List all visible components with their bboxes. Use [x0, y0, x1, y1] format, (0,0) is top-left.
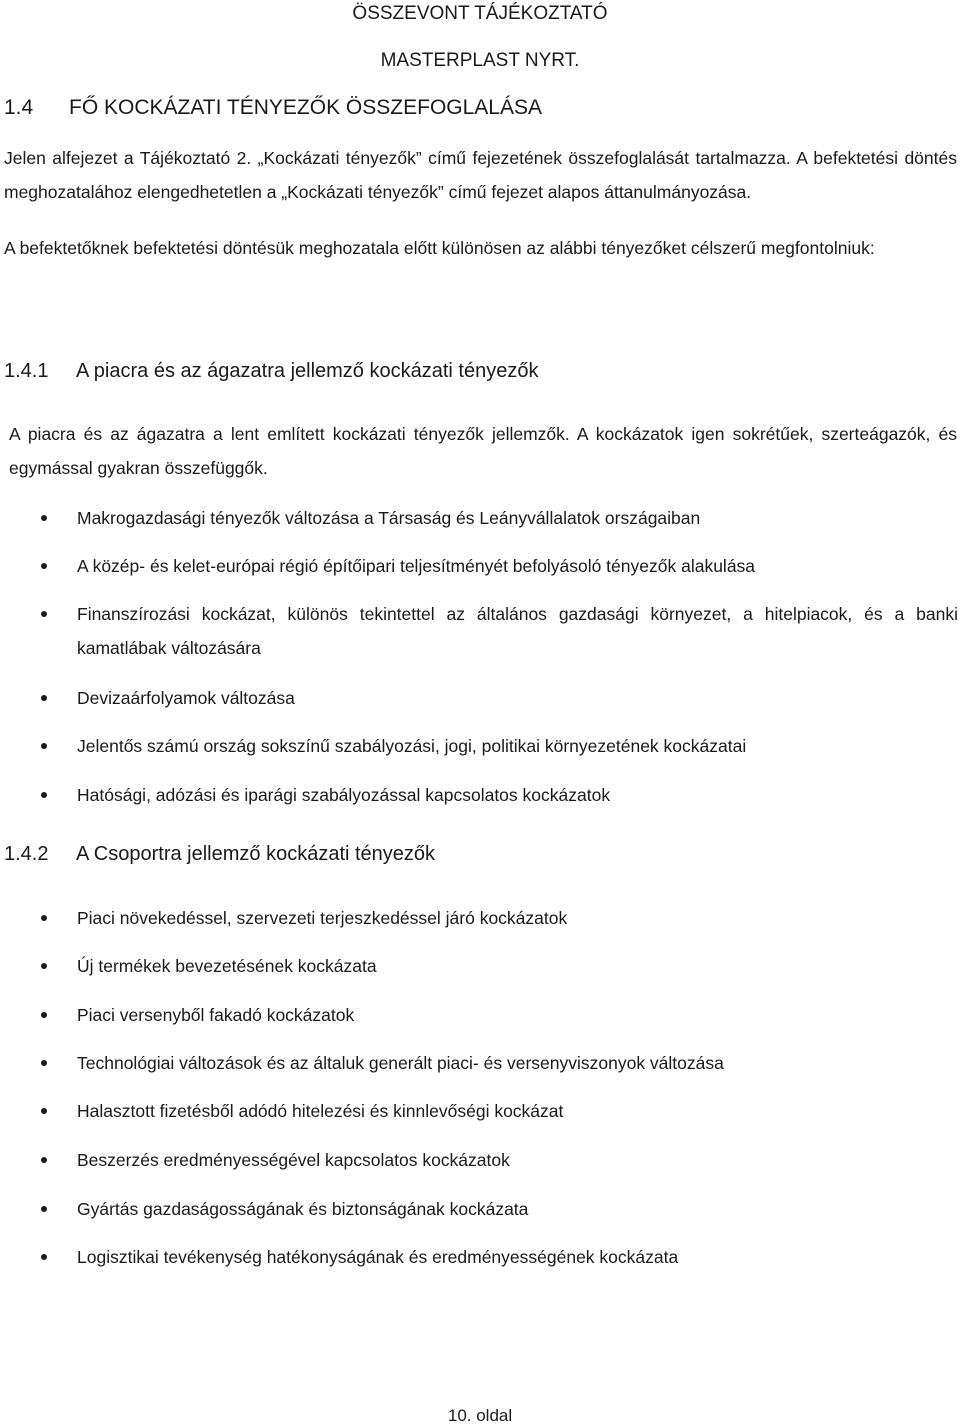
bullet-icon: [41, 563, 47, 569]
subsection-number-1: 1.4.1: [4, 360, 49, 382]
list-item-text: Hatósági, adózási és iparági szabályozással kapcsolatos kockázatok: [77, 785, 611, 805]
intro-paragraph-2: A befektetőknek befektetési döntésük meghozatala előtt különösen az alábbi tényezőket célszerű megfontolniuk:: [4, 238, 875, 258]
bullet-icon: [41, 695, 47, 701]
list-item-text: Beszerzés eredményességével kapcsolatos kockázatok: [77, 1150, 510, 1170]
list-item-text: Logisztikai tevékenység hatékonyságának és eredményességének kockázata: [77, 1247, 679, 1267]
bullet-icon: [41, 915, 47, 921]
bullet-icon: [41, 1157, 47, 1163]
subsection-1-paragraph: A piacra és az ágazatra a lent említett kockázati tényezők jellemzők. A kockázatok igen sokrétűek, szerteágazók, és egymással gyakran összefüggők.: [9, 424, 957, 478]
bullet-icon: [41, 792, 47, 798]
list-item-text: Technológiai változások és az általuk generált piaci- és versenyviszonyok változása: [77, 1053, 724, 1073]
list-item-text: Makrogazdasági tényezők változása a Társaság és Leányvállalatok országaiban: [77, 508, 701, 528]
list-item-text: Gyártás gazdaságosságának és biztonságának kockázata: [77, 1199, 529, 1219]
subsection-number-2: 1.4.2: [4, 843, 49, 865]
subsection-title-1: A piacra és az ágazatra jellemző kockázati tényezők: [76, 360, 539, 382]
list-item-text: Halasztott fizetésből adódó hitelezési és kinnlevőségi kockázat: [77, 1101, 564, 1121]
bullet-icon: [41, 515, 47, 521]
bullet-icon: [41, 1108, 47, 1114]
list-item-text: Finanszírozási kockázat, különös tekintettel az általános gazdasági környezet, a hitelpiacok, és a banki kamatlábak változására: [77, 604, 958, 658]
bullet-icon: [41, 963, 47, 969]
page-number: 10. oldal: [447, 1406, 513, 1425]
document-title: ÖSSZEVONT TÁJÉKOZTATÓ: [352, 3, 608, 24]
bullet-icon: [41, 1060, 47, 1066]
list-item-text: Piaci versenyből fakadó kockázatok: [77, 1005, 355, 1025]
list-item-text: Devizaárfolyamok változása: [77, 688, 295, 708]
intro-paragraph-1: Jelen alfejezet a Tájékoztató 2. „Kockázati tényezők” című fejezetének összefoglalását tartalmazza. A befektetési döntés meghozatalához elengedhetetlen a „Kockázati tényezők” című fejezet alapos áttanulmányozása.: [4, 148, 957, 202]
bullet-icon: [41, 611, 47, 617]
list-item-text: A közép- és kelet-európai régió építőipari teljesítményét befolyásoló tényezők alakulása: [77, 556, 756, 576]
section-number: 1.4: [4, 96, 34, 119]
bullet-icon: [41, 1012, 47, 1018]
list-item-text: Új termékek bevezetésének kockázata: [77, 956, 377, 976]
bullet-icon: [41, 743, 47, 749]
subsection-title-2: A Csoportra jellemző kockázati tényezők: [76, 843, 436, 865]
list-item-text: Jelentős számú ország sokszínű szabályozási, jogi, politikai környezetének kockázatai: [77, 736, 747, 756]
list-item-text: Piaci növekedéssel, szervezeti terjeszkedéssel járó kockázatok: [77, 908, 568, 928]
section-title: FŐ KOCKÁZATI TÉNYEZŐK ÖSSZEFOGLALÁSA: [69, 96, 542, 119]
company-name: MASTERPLAST NYRT.: [380, 50, 580, 71]
bullet-icon: [41, 1254, 47, 1260]
bullet-icon: [41, 1206, 47, 1212]
